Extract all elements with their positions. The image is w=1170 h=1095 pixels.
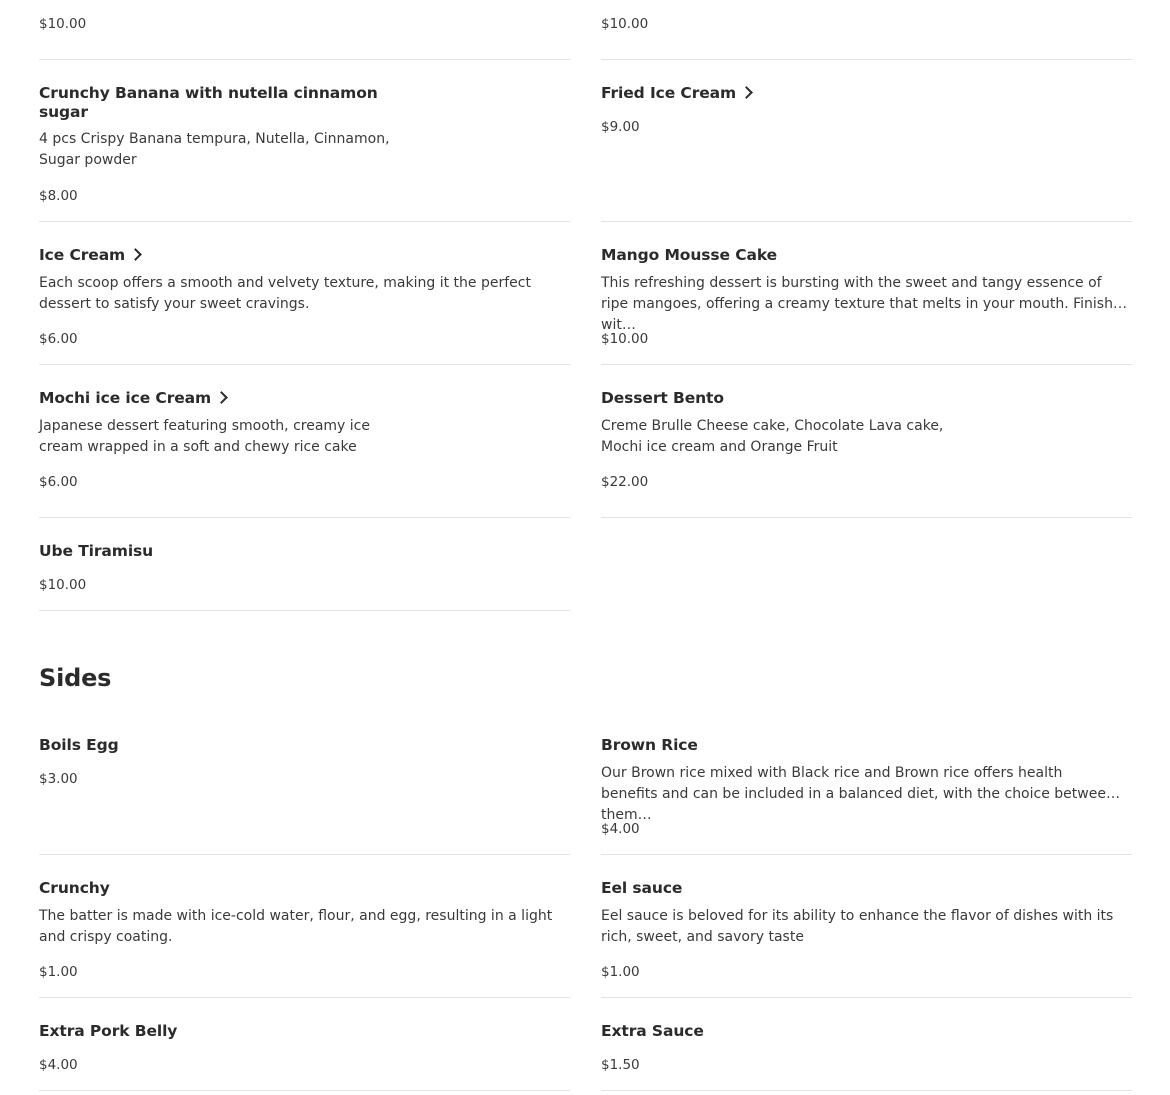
item-price: $9.00 [601,119,640,135]
menu-item-crunchy[interactable] [39,855,570,998]
section-title-sides: Sides [39,664,112,692]
item-price: $10.00 [39,16,87,32]
item-price: $1.00 [39,964,78,980]
item-name: Extra Sauce [601,1022,704,1040]
item-price: $1.50 [601,1057,640,1073]
menu-item-brown-rice[interactable] [601,712,1132,855]
item-description: The batter is made with ice-cold water, flour, and egg, resulting in a light and crispy coating. [39,908,553,945]
item-price: $8.00 [39,188,78,204]
item-name: Brown Rice [601,736,698,754]
item-description: This refreshing dessert is bursting with the sweet and tangy essence of ripe mangoes, offering a creamy texture that melts in your mouth. Finished wit… [601,275,1131,333]
item-description: Eel sauce is beloved for its ability to enhance the flavor of dishes with its rich, sweet, and savory taste [601,908,1114,945]
item-description: 4 pcs Crispy Banana tempura, Nutella, Cinnamon, Sugar powder [39,131,390,168]
item-price: $10.00 [39,577,87,593]
item-price: $3.00 [39,771,78,787]
item-price: $22.00 [601,474,649,490]
item-description: Our Brown rice mixed with Black rice and Brown rice offers health benefits and can be included in a balanced diet, with the choice between them… [601,765,1115,823]
item-description: Japanese dessert featuring smooth, creamy ice cream wrapped in a soft and chewy rice cake [39,418,370,455]
item-description: Each scoop offers a smooth and velvety texture, making it the perfect dessert to satisfy your sweet cravings. [39,275,531,312]
item-price: $6.00 [39,331,78,347]
menu-item-extra-pork-belly[interactable] [39,998,570,1091]
item-name: Eel sauce [601,879,683,897]
item-name: Fried Ice Cream [601,84,751,103]
item-price: $10.00 [601,331,649,347]
item-name: Mango Mousse Cake [601,246,778,264]
menu-item-boils-egg[interactable] [39,712,570,855]
item-name: Crunchy [39,879,110,897]
item-name: Crunchy Banana with nutella cinnamon sugar [39,84,378,121]
item-price: $4.00 [39,1057,78,1073]
menu-item-extra-sauce[interactable] [601,998,1132,1091]
item-price: $10.00 [601,16,649,32]
item-name: Boils Egg [39,736,119,754]
item-name: Mochi ice ice Cream [39,389,226,408]
item-name: Extra Pork Belly [39,1022,178,1040]
item-price: $4.00 [601,821,640,837]
item-name: Dessert Bento [601,389,724,407]
item-price: $1.00 [601,964,640,980]
item-name: Ice Cream [39,246,140,265]
menu-item-eel-sauce[interactable] [601,855,1132,998]
item-price: $6.00 [39,474,78,490]
sides-grid [39,0,1131,1095]
item-name: Ube Tiramisu [39,542,154,560]
item-description: Creme Brulle Cheese cake, Chocolate Lava cake, Mochi ice cream and Orange Fruit [601,418,944,455]
